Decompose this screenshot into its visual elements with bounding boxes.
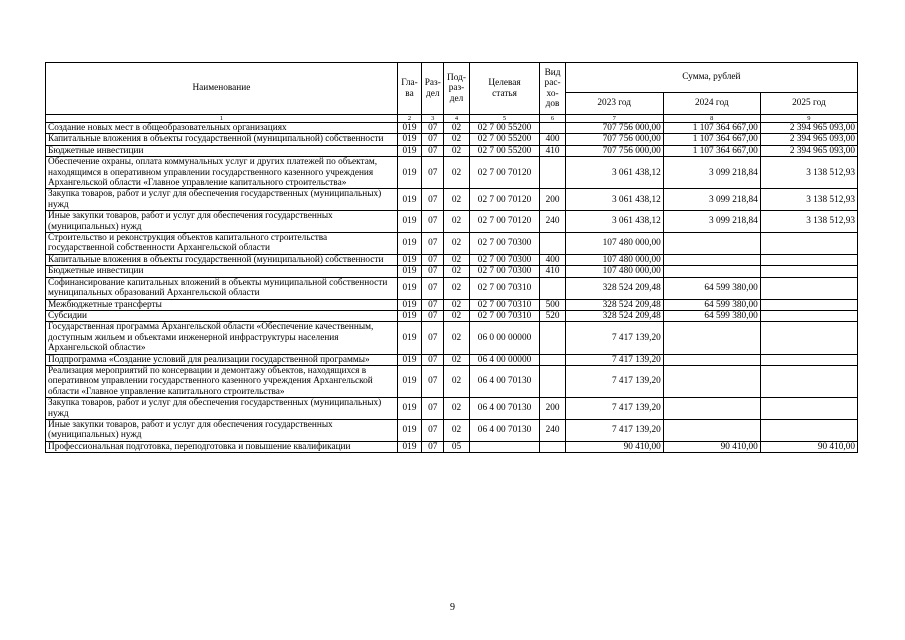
cell-y2024: 64 599 380,00 xyxy=(663,277,760,299)
table-row xyxy=(46,419,858,441)
cell-y2023: 3 061 438,12 xyxy=(565,157,663,189)
table-row xyxy=(46,189,858,211)
table-row xyxy=(46,299,858,310)
cell-name: Профессиональная подготовка, переподготовка и повышение квалификации xyxy=(46,441,398,452)
table-row xyxy=(46,310,858,321)
cell-vid xyxy=(540,277,565,299)
cell-target: 02 7 00 55200 xyxy=(469,123,540,134)
table-row xyxy=(46,354,858,365)
cell-glava: 019 xyxy=(397,354,421,365)
cell-y2025 xyxy=(760,266,857,277)
table-row xyxy=(46,441,858,452)
cell-vid: 400 xyxy=(540,254,565,265)
cell-y2025: 90 410,00 xyxy=(760,441,857,452)
cell-podrazdel: 02 xyxy=(444,157,469,189)
cell-vid: 240 xyxy=(540,419,565,441)
cell-y2024 xyxy=(663,365,760,397)
cell-target: 06 4 00 00000 xyxy=(469,354,540,365)
cell-target: 06 4 00 70130 xyxy=(469,419,540,441)
cell-y2025 xyxy=(760,299,857,310)
cell-vid xyxy=(540,157,565,189)
cell-y2023: 107 480 000,00 xyxy=(565,266,663,277)
cell-y2023: 7 417 139,20 xyxy=(565,419,663,441)
cell-glava: 019 xyxy=(397,398,421,420)
cell-glava: 019 xyxy=(397,310,421,321)
cell-razdel: 07 xyxy=(422,134,444,145)
cell-podrazdel: 02 xyxy=(444,299,469,310)
cell-podrazdel: 02 xyxy=(444,398,469,420)
cell-name: Бюджетные инвестиции xyxy=(46,145,398,156)
cell-y2025: 2 394 965 093,00 xyxy=(760,134,857,145)
cell-y2023: 7 417 139,20 xyxy=(565,354,663,365)
cell-glava: 019 xyxy=(397,189,421,211)
cell-target: 02 7 00 70300 xyxy=(469,266,540,277)
cell-podrazdel: 02 xyxy=(444,277,469,299)
col-number: 1 xyxy=(46,115,398,123)
cell-vid: 520 xyxy=(540,310,565,321)
cell-y2025: 3 138 512,93 xyxy=(760,189,857,211)
cell-vid: 410 xyxy=(540,145,565,156)
cell-y2025: 2 394 965 093,00 xyxy=(760,145,857,156)
cell-name: Закупка товаров, работ и услуг для обеспечения государственных (муниципальных) нужд xyxy=(46,398,398,420)
header-year-2025: 2025 год xyxy=(760,93,857,115)
cell-glava: 019 xyxy=(397,266,421,277)
table-row xyxy=(46,365,858,397)
cell-target xyxy=(469,441,540,452)
cell-y2023: 7 417 139,20 xyxy=(565,322,663,354)
cell-name: Капитальные вложения в объекты государственной (муниципальной) собственности xyxy=(46,254,398,265)
cell-name: Иные закупки товаров, работ и услуг для обеспечения государственных (муниципальных) нужд xyxy=(46,419,398,441)
table-row xyxy=(46,145,858,156)
page-number: 9 xyxy=(450,602,455,613)
cell-podrazdel: 02 xyxy=(444,211,469,233)
cell-podrazdel: 02 xyxy=(444,189,469,211)
cell-y2025 xyxy=(760,398,857,420)
cell-vid: 200 xyxy=(540,398,565,420)
cell-razdel: 07 xyxy=(422,157,444,189)
cell-glava: 019 xyxy=(397,322,421,354)
cell-podrazdel: 05 xyxy=(444,441,469,452)
cell-razdel: 07 xyxy=(422,233,444,255)
header-podrazdel: Под- раз- дел xyxy=(444,63,469,115)
cell-razdel: 07 xyxy=(422,299,444,310)
table-row xyxy=(46,123,858,134)
cell-podrazdel: 02 xyxy=(444,310,469,321)
cell-y2024: 3 099 218,84 xyxy=(663,211,760,233)
cell-name: Субсидии xyxy=(46,310,398,321)
cell-razdel: 07 xyxy=(422,277,444,299)
col-number: 5 xyxy=(469,115,540,123)
cell-target: 02 7 00 55200 xyxy=(469,145,540,156)
cell-y2025 xyxy=(760,419,857,441)
cell-name: Закупка товаров, работ и услуг для обеспечения государственных (муниципальных) нужд xyxy=(46,189,398,211)
header-razdel: Раз- дел xyxy=(422,63,444,115)
cell-y2024: 1 107 364 667,00 xyxy=(663,123,760,134)
table-row xyxy=(46,157,858,189)
cell-target: 06 4 00 70130 xyxy=(469,398,540,420)
cell-name: Обеспечение охраны, оплата коммунальных услуг и других платежей по объектам, находящимся в оперативном управлении государственного казенного учреждения Архангельской области «Главное управление капитального строительства» xyxy=(46,157,398,189)
cell-glava: 019 xyxy=(397,254,421,265)
cell-y2024: 64 599 380,00 xyxy=(663,310,760,321)
cell-y2023: 90 410,00 xyxy=(565,441,663,452)
cell-y2025 xyxy=(760,310,857,321)
cell-vid: 200 xyxy=(540,189,565,211)
cell-glava: 019 xyxy=(397,123,421,134)
cell-y2023: 707 756 000,00 xyxy=(565,123,663,134)
cell-podrazdel: 02 xyxy=(444,123,469,134)
table-row xyxy=(46,254,858,265)
cell-y2024 xyxy=(663,354,760,365)
cell-vid xyxy=(540,233,565,255)
cell-y2024 xyxy=(663,233,760,255)
cell-target: 02 7 00 70120 xyxy=(469,157,540,189)
header-year-2023: 2023 год xyxy=(565,93,663,115)
cell-y2025 xyxy=(760,233,857,255)
cell-vid: 410 xyxy=(540,266,565,277)
cell-y2025 xyxy=(760,277,857,299)
header-vid: Вид рас- хо- дов xyxy=(540,63,565,115)
cell-name: Софинансирование капитальных вложений в объекты муниципальной собственности муниципальных образований Архангельской области xyxy=(46,277,398,299)
cell-razdel: 07 xyxy=(422,441,444,452)
cell-vid xyxy=(540,365,565,397)
cell-vid: 400 xyxy=(540,134,565,145)
table-row xyxy=(46,322,858,354)
cell-y2024 xyxy=(663,398,760,420)
cell-vid xyxy=(540,441,565,452)
cell-y2025: 2 394 965 093,00 xyxy=(760,123,857,134)
cell-razdel: 07 xyxy=(422,254,444,265)
cell-glava: 019 xyxy=(397,419,421,441)
col-number: 9 xyxy=(760,115,857,123)
header-target: Целевая статья xyxy=(469,63,540,115)
cell-y2024 xyxy=(663,322,760,354)
cell-razdel: 07 xyxy=(422,310,444,321)
cell-y2024 xyxy=(663,419,760,441)
budget-table xyxy=(45,62,858,453)
cell-target: 02 7 00 70300 xyxy=(469,233,540,255)
table-row xyxy=(46,211,858,233)
col-number: 6 xyxy=(540,115,565,123)
cell-podrazdel: 02 xyxy=(444,145,469,156)
cell-y2024: 64 599 380,00 xyxy=(663,299,760,310)
header-year-2024: 2024 год xyxy=(663,93,760,115)
cell-y2024: 90 410,00 xyxy=(663,441,760,452)
cell-y2024 xyxy=(663,266,760,277)
cell-y2025: 3 138 512,93 xyxy=(760,157,857,189)
cell-glava: 019 xyxy=(397,365,421,397)
cell-glava: 019 xyxy=(397,299,421,310)
col-number: 3 xyxy=(422,115,444,123)
cell-glava: 019 xyxy=(397,157,421,189)
table-row xyxy=(46,277,858,299)
cell-podrazdel: 02 xyxy=(444,354,469,365)
cell-razdel: 07 xyxy=(422,354,444,365)
cell-vid: 240 xyxy=(540,211,565,233)
cell-target: 06 0 00 00000 xyxy=(469,322,540,354)
cell-vid xyxy=(540,123,565,134)
cell-y2025 xyxy=(760,354,857,365)
cell-razdel: 07 xyxy=(422,123,444,134)
cell-y2023: 3 061 438,12 xyxy=(565,211,663,233)
cell-y2025: 3 138 512,93 xyxy=(760,211,857,233)
cell-target: 02 7 00 55200 xyxy=(469,134,540,145)
cell-target: 02 7 00 70310 xyxy=(469,310,540,321)
cell-name: Межбюджетные трансферты xyxy=(46,299,398,310)
cell-y2023: 107 480 000,00 xyxy=(565,233,663,255)
col-number: 7 xyxy=(565,115,663,123)
cell-y2023: 707 756 000,00 xyxy=(565,145,663,156)
cell-name: Государственная программа Архангельской области «Обеспечение качественным, доступным жильем и объектами инженерной инфраструктуры населения Архангельской области» xyxy=(46,322,398,354)
cell-glava: 019 xyxy=(397,134,421,145)
cell-podrazdel: 02 xyxy=(444,254,469,265)
cell-y2025 xyxy=(760,254,857,265)
cell-y2023: 107 480 000,00 xyxy=(565,254,663,265)
cell-podrazdel: 02 xyxy=(444,134,469,145)
column-numbers-row xyxy=(46,115,858,123)
cell-podrazdel: 02 xyxy=(444,322,469,354)
table-row xyxy=(46,134,858,145)
cell-name: Иные закупки товаров, работ и услуг для обеспечения государственных (муниципальных) нужд xyxy=(46,211,398,233)
cell-name: Бюджетные инвестиции xyxy=(46,266,398,277)
cell-name: Подпрограмма «Создание условий для реализации государственной программы» xyxy=(46,354,398,365)
header-row xyxy=(46,63,858,93)
cell-y2024 xyxy=(663,254,760,265)
cell-y2023: 328 524 209,48 xyxy=(565,277,663,299)
cell-target: 02 7 00 70120 xyxy=(469,211,540,233)
cell-razdel: 07 xyxy=(422,398,444,420)
cell-y2024: 3 099 218,84 xyxy=(663,157,760,189)
cell-podrazdel: 02 xyxy=(444,266,469,277)
cell-razdel: 07 xyxy=(422,322,444,354)
cell-glava: 019 xyxy=(397,233,421,255)
header-sum: Сумма, рублей xyxy=(565,63,857,93)
cell-podrazdel: 02 xyxy=(444,233,469,255)
col-number: 4 xyxy=(444,115,469,123)
cell-y2023: 3 061 438,12 xyxy=(565,189,663,211)
cell-razdel: 07 xyxy=(422,419,444,441)
table-body xyxy=(46,123,858,453)
cell-target: 02 7 00 70310 xyxy=(469,299,540,310)
cell-name: Создание новых мест в общеобразовательных организациях xyxy=(46,123,398,134)
cell-razdel: 07 xyxy=(422,211,444,233)
cell-podrazdel: 02 xyxy=(444,419,469,441)
cell-y2024: 1 107 364 667,00 xyxy=(663,145,760,156)
cell-y2023: 7 417 139,20 xyxy=(565,398,663,420)
cell-y2023: 328 524 209,48 xyxy=(565,299,663,310)
cell-y2023: 7 417 139,20 xyxy=(565,365,663,397)
cell-razdel: 07 xyxy=(422,145,444,156)
cell-vid xyxy=(540,322,565,354)
cell-y2024: 3 099 218,84 xyxy=(663,189,760,211)
cell-glava: 019 xyxy=(397,441,421,452)
col-number: 2 xyxy=(397,115,421,123)
cell-y2025 xyxy=(760,365,857,397)
cell-y2023: 707 756 000,00 xyxy=(565,134,663,145)
cell-glava: 019 xyxy=(397,211,421,233)
cell-y2024: 1 107 364 667,00 xyxy=(663,134,760,145)
cell-razdel: 07 xyxy=(422,189,444,211)
cell-glava: 019 xyxy=(397,277,421,299)
cell-y2025 xyxy=(760,322,857,354)
cell-target: 02 7 00 70300 xyxy=(469,254,540,265)
header-glava: Гла- ва xyxy=(397,63,421,115)
cell-y2023: 328 524 209,48 xyxy=(565,310,663,321)
cell-name: Реализация мероприятий по консервации и демонтажу объектов, находящихся в оперативном управлении государственного казенного учреждения Архангельской области «Главное управление капитального строительства» xyxy=(46,365,398,397)
cell-target: 02 7 00 70120 xyxy=(469,189,540,211)
cell-vid xyxy=(540,354,565,365)
cell-target: 06 4 00 70130 xyxy=(469,365,540,397)
cell-name: Строительство и реконструкция объектов капитального строительства государственной собственности Архангельской области xyxy=(46,233,398,255)
table-row xyxy=(46,266,858,277)
cell-razdel: 07 xyxy=(422,365,444,397)
table-row xyxy=(46,233,858,255)
header-name: Наименование xyxy=(46,63,398,115)
cell-name: Капитальные вложения в объекты государственной (муниципальной) собственности xyxy=(46,134,398,145)
cell-glava: 019 xyxy=(397,145,421,156)
cell-target: 02 7 00 70310 xyxy=(469,277,540,299)
table-row xyxy=(46,398,858,420)
cell-podrazdel: 02 xyxy=(444,365,469,397)
col-number: 8 xyxy=(663,115,760,123)
cell-vid: 500 xyxy=(540,299,565,310)
cell-razdel: 07 xyxy=(422,266,444,277)
